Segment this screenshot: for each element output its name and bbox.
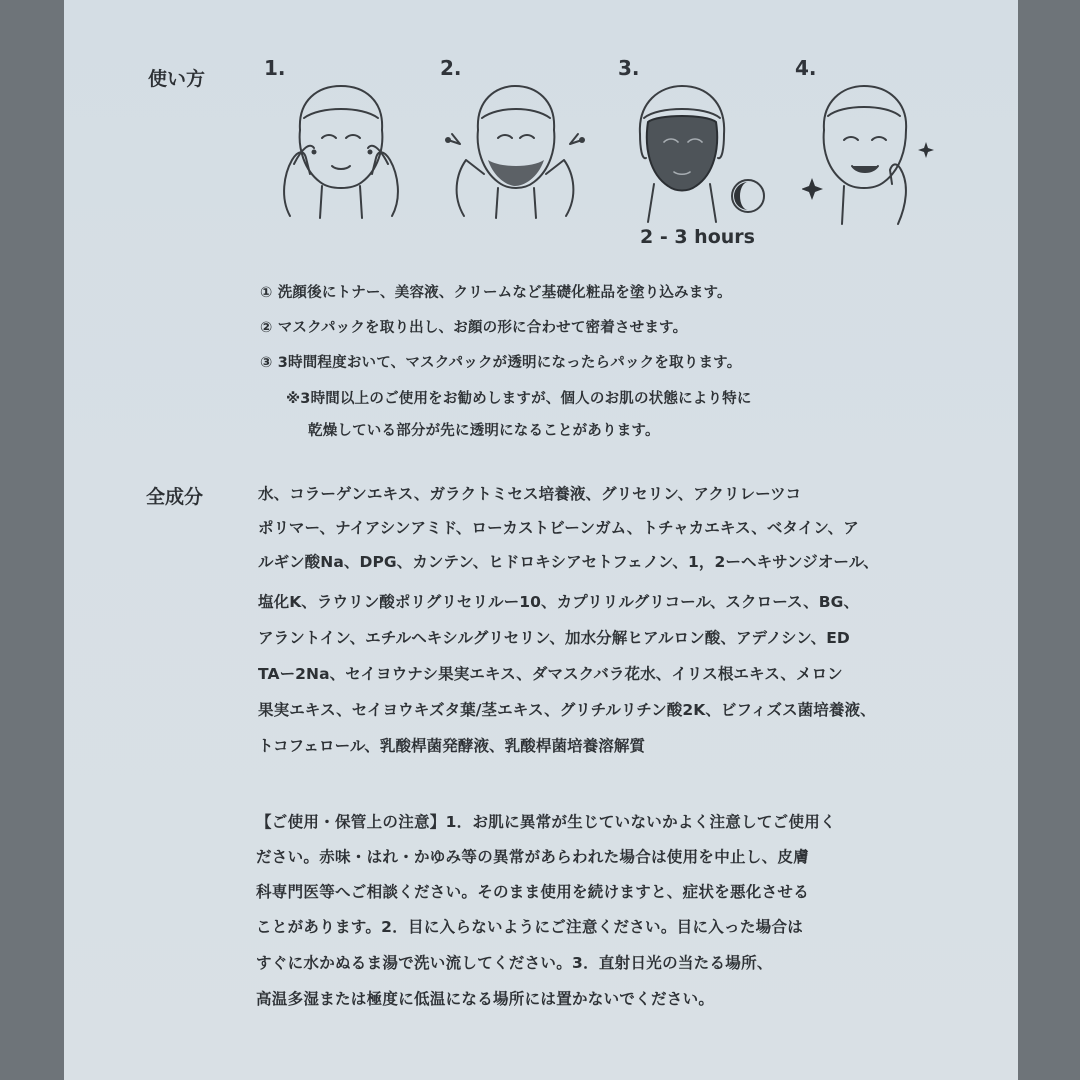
package-panel (64, 0, 1018, 1080)
step-4-illustration (802, 80, 942, 230)
usage-label: 使い方 (148, 68, 206, 90)
caution-line: 高温多湿または極度に低温になる場所には置かないでください。 (256, 990, 715, 1008)
caution-line: 科専門医等へご相談ください。そのまま使用を続けますと、症状を悪化させる (256, 883, 810, 901)
ingredients-label: 全成分 (146, 486, 204, 508)
step-3-duration: 2 - 3 hours (640, 226, 755, 248)
face-glowing-skin-icon (802, 80, 942, 230)
instruction-1: ① 洗顔後にトナー、美容液、クリームなど基礎化粧品を塗り込みます。 (260, 285, 732, 301)
face-applying-skincare-icon (270, 78, 412, 224)
ingredients-line: ポリマー、ナイアシンアミド、ローカストビーンガム、トチャカエキス、ベタイン、ア (258, 519, 859, 537)
ingredients-line: 水、コラーゲンエキス、ガラクトミセス培養液、グリセリン、アクリレーツコ (258, 485, 802, 503)
step-1-number: 1. (264, 56, 286, 80)
usage-note-line-1: ※3時間以上のご使用をお勧めしますが、個人のお肌の状態により特に (286, 391, 752, 407)
step-3-number: 3. (618, 56, 640, 80)
caution-line: すぐに水かぬるま湯で洗い流してください。3．直射日光の当たる場所、 (256, 954, 773, 972)
ingredients-line: ルギン酸Na、DPG、カンテン、ヒドロキシアセトフェノン、1，2ーヘキサンジオール、 (258, 553, 879, 571)
caution-line: ことがあります。2．目に入らないようにご注意ください。目に入った場合は (256, 918, 804, 936)
ingredients-line: 果実エキス、セイヨウキズタ葉/茎エキス、グリチルリチン酸2K、ビフィズス菌培養液、 (258, 701, 876, 719)
face-wearing-mask-icon (634, 78, 766, 224)
ingredients-line: 塩化K、ラウリン酸ポリグリセリルー10、カプリリルグリコール、スクロース、BG、 (258, 593, 860, 611)
step-1-illustration (270, 78, 412, 224)
step-4-number: 4. (795, 56, 817, 80)
caution-line: 【ご使用・保管上の注意】1．お肌に異常が生じていないかよく注意してご使用く (256, 813, 836, 831)
ingredients-line: トコフェロール、乳酸桿菌発酵液、乳酸桿菌培養溶解質 (258, 737, 646, 755)
ingredients-line: TAー2Na、セイヨウナシ果実エキス、ダマスクバラ花水、イリス根エキス、メロン (258, 665, 843, 683)
usage-note-line-2: 乾燥している部分が先に透明になることがあります。 (308, 423, 660, 439)
instruction-2: ② マスクパックを取り出し、お顔の形に合わせて密着させます。 (260, 320, 688, 336)
caution-line: ださい。赤味・はれ・かゆみ等の異常があらわれた場合は使用を中止し、皮膚 (256, 848, 810, 866)
instruction-3: ③ 3時間程度おいて、マスクパックが透明になったらパックを取ります。 (260, 355, 742, 371)
step-3-illustration (634, 78, 766, 224)
step-2-illustration (438, 78, 592, 224)
ingredients-line: アラントイン、エチルヘキシルグリセリン、加水分解ヒアルロン酸、アデノシン、ED (258, 629, 850, 647)
face-applying-mask-icon (438, 78, 592, 224)
step-2-number: 2. (440, 56, 462, 80)
